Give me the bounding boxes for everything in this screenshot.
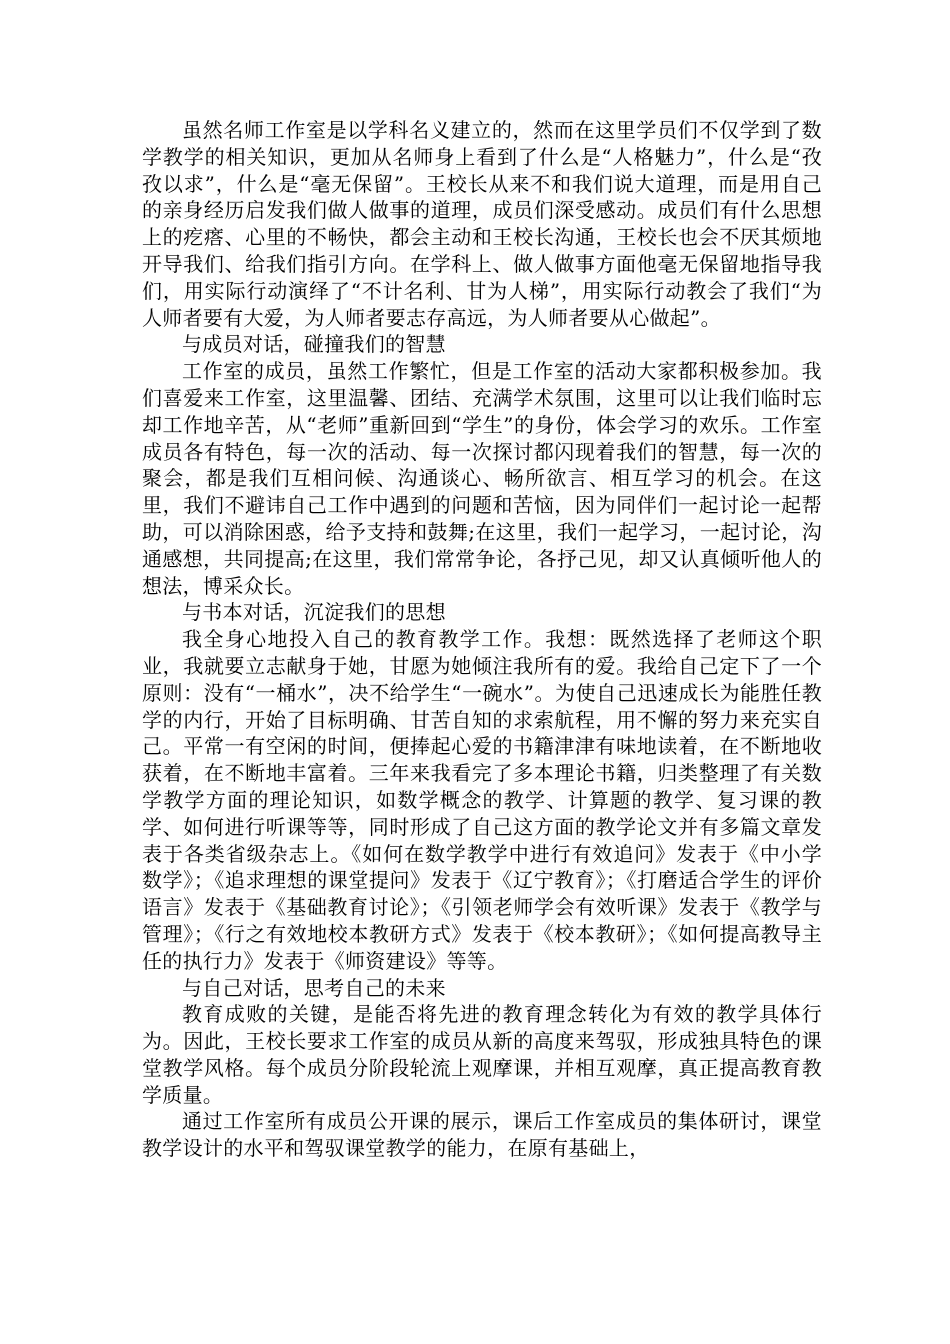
paragraph-mentor-charisma: 虽然名师工作室是以学科名义建立的，然而在这里学员们不仅学到了数学教学的相关知识，更加从名师身上看到了什么是“人格魅力”，什么是“孜孜以求”，什么是“毫无保留”。王校长从来不和我们说大道理，而是用自己的亲身经历启发我们做人做事的道理，成员们深受感动。成员们有什么思想上的疙瘩、心里的不畅快，都会主动和王校长沟通，王校长也会不厌其烦地开导我们、给我们指引方向。在学科上、做人做事方面他毫无保留地指导我们，用实际行动演绎了“不计名利、甘为人梯”，用实际行动教会了我们“为人师者要有大爱，为人师者要志存高远，为人师者要从心做起”。 [142, 118, 822, 330]
paragraph-studio-members: 工作室的成员，虽然工作繁忙，但是工作室的活动大家都积极参加。我们喜爱来工作室，这里温馨、团结、充满学术氛围，这里可以让我们临时忘却工作地辛苦，从“老师”重新回到“学生”的身份，体会学习的欢乐。工作室成员各有特色，每一次的活动、每一次探讨都闪现着我们的智慧，每一次的聚会，都是我们互相问候、沟通谈心、畅所欲言、相互学习的机会。在这里，我们不避讳自己工作中遇到的问题和苦恼，因为同伴们一起讨论一起帮助，可以消除困惑，给予支持和鼓舞;在这里，我们一起学习，一起讨论，沟通感想，共同提高;在这里，我们常常争论，各抒己见，却又认真倾听他人的想法，博采众长。 [142, 359, 822, 598]
section-heading-members-dialogue: 与成员对话，碰撞我们的智慧 [182, 332, 446, 357]
paragraph-teaching-style: 教育成败的关键，是能否将先进的教育理念转化为有效的教学具体行为。因此，王校长要求工作室的成员从新的高度来驾驭，形成独具特色的课堂教学风格。每个成员分阶段轮流上观摩课，并相互观摩，真正提高教育教学质量。 [142, 1002, 822, 1107]
paragraph-open-classes: 通过工作室所有成员公开课的展示，课后工作室成员的集体研讨，课堂教学设计的水平和驾驭课堂教学的能力，在原有基础上， [142, 1109, 822, 1161]
document-page [142, 117, 822, 1162]
paragraph-reading-and-publications: 我全身心地投入自己的教育教学工作。我想：既然选择了老师这个职业，我就要立志献身于她，甘愿为她倾注我所有的爱。我给自己定下了一个原则：没有“一桶水”，决不给学生“一碗水”。为使自己迅速成长为能胜任教学的内行，开始了目标明确、甘苦自知的求索航程，用不懈的努力来充实自己。平常一有空闲的时间，便捧起心爱的书籍津津有味地读着，在不断地收获着，在不断地丰富着。三年来我看完了多本理论书籍，归类整理了有关数学教学方面的理论知识，如数学概念的教学、计算题的教学、复习课的教学、如何进行听课等等，同时形成了自己这方面的教学论文并有多篇文章发表于各类省级杂志上。《如何在数学教学中进行有效追问》发表于《中小学数学》；《追求理想的课堂提问》发表于《辽宁教育》；《打磨适合学生的评价语言》发表于《基础教育讨论》；《引领老师学会有效听课》发表于《教学与管理》；《行之有效地校本教研方式》发表于《校本教研》；《如何提高教导主任的执行力》发表于《师资建设》等等。 [142, 627, 822, 973]
section-heading-books-dialogue: 与书本对话，沉淀我们的思想 [182, 600, 446, 625]
section-heading-self-dialogue: 与自己对话，思考自己的未来 [182, 975, 446, 1000]
